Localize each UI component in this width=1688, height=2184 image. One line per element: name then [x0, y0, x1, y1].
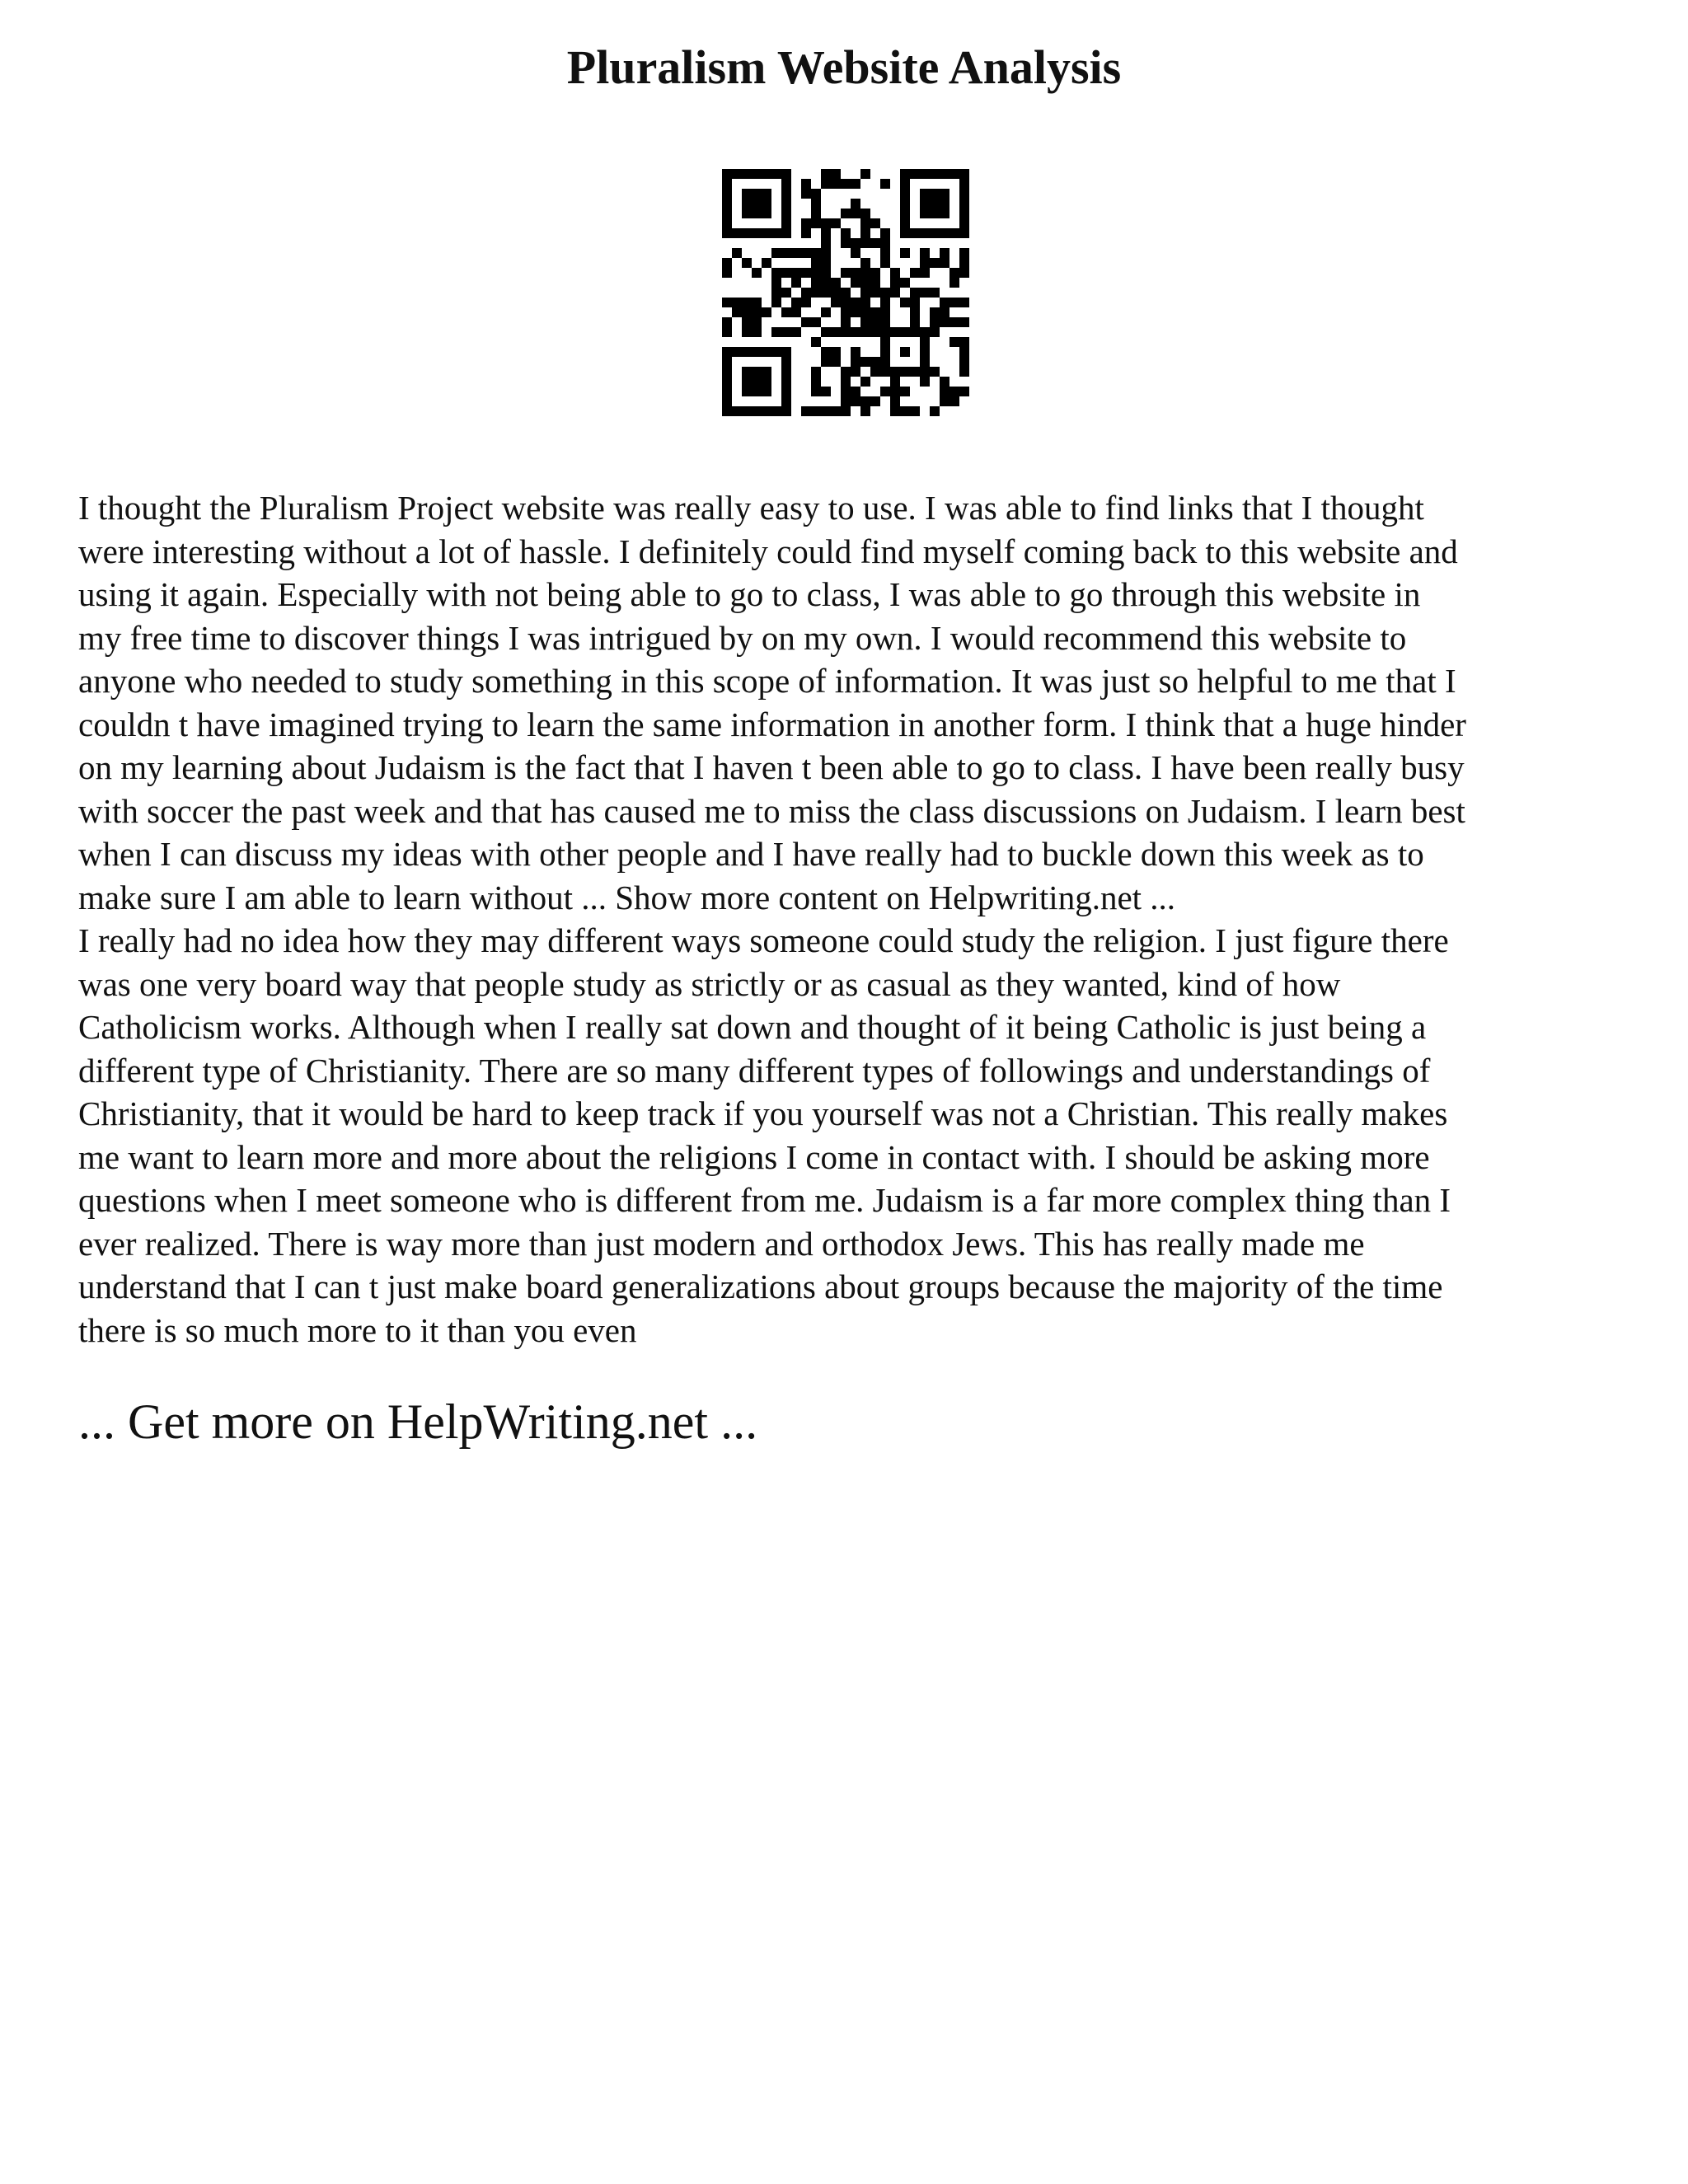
page-title: Pluralism Website Analysis [566, 40, 1122, 94]
text-line: there is so much more to it than you even [78, 1310, 637, 1349]
text-line: different type of Christianity. There are so many different types of followings and understandings of [78, 1051, 1431, 1090]
text-line: on my learning about Judaism is the fact that I haven t been able to go to class. I have been really busy [78, 748, 1465, 786]
text-line: was one very board way that people study as strictly or as casual as they wanted, kind of how [78, 964, 1341, 1003]
text-line: understand that I can t just make board generalizations about groups because the majority of the time [78, 1268, 1443, 1305]
text-line: my free time to discover things I was intrigued by on my own. I would recommend this website to [78, 618, 1407, 657]
text-line: Catholicism works. Although when I really sat down and thought of it being Catholic is just being a [78, 1008, 1427, 1046]
text-line: couldn t have imagined trying to learn the same information in another form. I think that a huge hinder [78, 705, 1466, 743]
text-line: were interesting without a lot of hassle. I definitely could find myself coming back to this website and [78, 532, 1458, 570]
text-line: make sure I am able to learn without ... Show more content on Helpwriting.net ... [78, 878, 1176, 916]
text-line: I really had no idea how they may different ways someone could study the religion. I just figure there [78, 921, 1449, 959]
text-line: anyone who needed to study something in this scope of information. It was just so helpful to me that I [78, 662, 1456, 700]
text-line: questions when I meet someone who is different from me. Judaism is a far more complex thing than I [78, 1181, 1451, 1219]
text-line: using it again. Especially with not being able to go to class, I was able to go through this website in [78, 575, 1421, 613]
qr-code-icon [722, 169, 969, 416]
text-line: Christianity, that it would be hard to keep track if you yourself was not a Christian. This really makes [78, 1094, 1448, 1132]
text-line: me want to learn more and more about the religions I come in contact with. I should be asking more [78, 1137, 1430, 1176]
paragraph-1 [78, 486, 1628, 919]
text-line: I thought the Pluralism Project website was really easy to use. I was able to find links that I thought [78, 489, 1424, 527]
paragraph-2 [78, 919, 1628, 1352]
get-more-link[interactable]: ... Get more on HelpWriting.net ... [78, 1394, 758, 1449]
text-line: ever realized. There is way more than just modern and orthodox Jews. This has really made me [78, 1224, 1365, 1263]
text-line: with soccer the past week and that has caused me to miss the class discussions on Judaism. I learn best [78, 791, 1465, 830]
document-body [78, 486, 1628, 1352]
text-line: when I can discuss my ideas with other people and I have really had to buckle down this week as to [78, 835, 1424, 873]
